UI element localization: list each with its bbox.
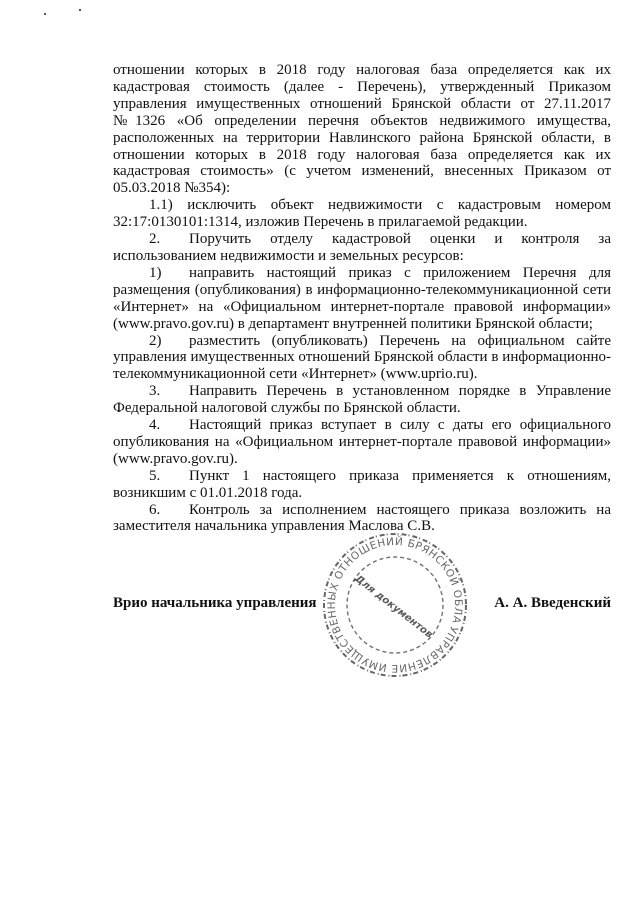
- paragraph-2-2: [113, 333, 611, 384]
- paragraph-4: [113, 417, 611, 468]
- paragraph-3: [113, 383, 611, 417]
- paragraph-text: Пункт 1 настоящего приказа применяется к отношениям, возникшим с 01.01.2018 года.: [113, 467, 611, 501]
- paragraph-text: отношении которых в 2018 году налоговая база определяется как их кадастровая стоимость (далее - Перечень), утвержденный Приказом управления имущественных отношений Брянской области от 27.11.2017 №1326 «Об определении перечня объектов недвижимого имущества, расположенных на территории Навлинского района Брянской области, в отношении которых в 2018 году налоговая база определяется как их кадастровая стоимость» (с учетом изменений, внесенных Приказом от 05.03.2018 №354):: [113, 62, 611, 197]
- seal-inner-text: Для документов: [352, 573, 435, 641]
- paragraph-text: Поручить отделу кадастровой оценки и контроля за использованием недвижимости и земельных ресурсов:: [113, 231, 611, 264]
- seal-icon: [320, 530, 470, 680]
- paragraph-5: [113, 468, 611, 502]
- paragraph-text: 1.1) исключить объект недвижимости с кадастровым номером 32:17:0130101:1314, изложив Перечень в прилагаемой редакции.: [113, 197, 611, 231]
- paragraph-text: Направить Перечень в установленном порядке в Управление Федеральной налоговой службы по Брянской области.: [113, 383, 611, 417]
- document-body: [113, 62, 611, 535]
- paragraph-number: 2): [149, 332, 162, 349]
- paragraph-intro: [113, 62, 611, 197]
- official-seal: [320, 530, 470, 680]
- paragraph-number: 3.: [149, 383, 161, 400]
- paragraph-text: разместить (опубликовать) Перечень на официальном сайте управления имущественных отношений Брянской области в информационно-телекоммуникационной сети «Интернет» (www.uprio.ru).: [113, 332, 611, 383]
- paragraph-number: 2.: [149, 231, 161, 248]
- paragraph-text: направить настоящий приказ с приложением Перечня для размещения (опубликования) в информационно-телекоммуникационной сети «Интернет» на «Официальном интернет-портале правовой информации» (www.pravo.gov.ru) в департамент внутренней политики Брянской области;: [113, 264, 611, 332]
- paragraph-text: Настоящий приказ вступает в силу с даты его официального опубликования на «Официальном интернет-портале правовой информации» (www.pravo.gov.ru).: [113, 417, 611, 467]
- paragraph-text: Контроль за исполнением настоящего приказа возложить на заместителя начальника управления Маслова С.В.: [113, 501, 611, 535]
- paragraph-1-1: [113, 197, 611, 231]
- paragraph-number: 1): [149, 264, 162, 281]
- paragraph-number: 5.: [149, 467, 161, 484]
- signatory-position: Врио начальника управления: [113, 595, 317, 611]
- seal-outer-text: УПРАВЛЕНИЕ ИМУЩЕСТВЕННЫХ ОТНОШЕНИЙ БРЯНСКОЙ ОБЛАСТИ: [325, 535, 465, 675]
- signatory-name: А. А. Введенский: [494, 595, 611, 611]
- paragraph-2-1: [113, 265, 611, 333]
- paragraph-number: 6.: [149, 501, 161, 518]
- paragraph-number: 4.: [149, 417, 161, 434]
- paragraph-2: [113, 231, 611, 265]
